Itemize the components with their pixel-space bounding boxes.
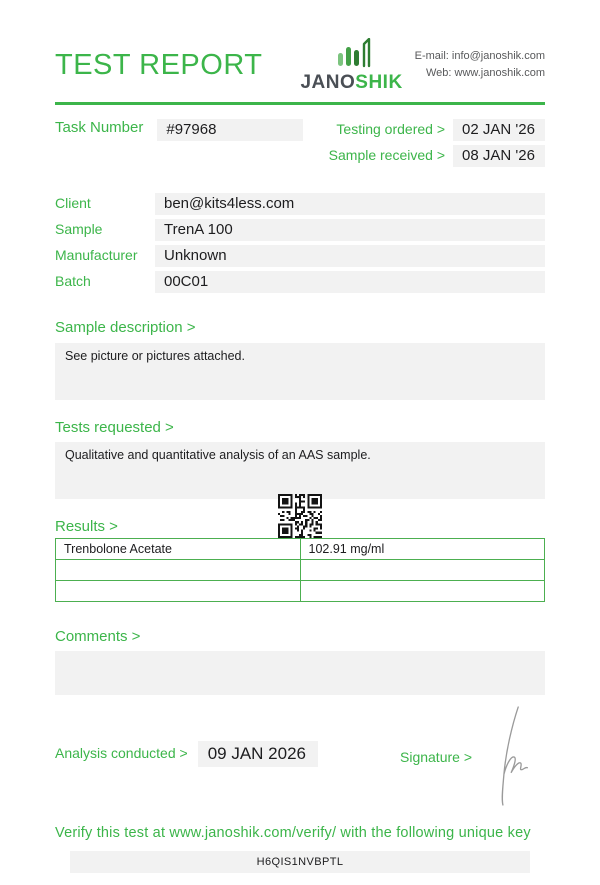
batch-label: Batch <box>55 273 91 289</box>
page-title: TEST REPORT <box>55 48 263 81</box>
testing-ordered-row <box>329 119 545 141</box>
result-value <box>300 560 545 581</box>
table-row <box>56 539 545 560</box>
results-header <box>55 511 545 537</box>
task-number-label: Task Number <box>55 119 144 136</box>
testing-ordered-label: Testing ordered > <box>336 121 445 137</box>
results-table <box>55 538 545 602</box>
comments-label: Comments > <box>55 628 141 645</box>
task-number-row <box>55 119 303 167</box>
signature-label: Signature > <box>400 749 472 765</box>
logo-text-dark: JANO <box>300 72 356 93</box>
manufacturer-label: Manufacturer <box>55 247 138 263</box>
client-label: Client <box>55 195 91 211</box>
client-value: ben@kits4less.com <box>155 193 545 215</box>
table-row <box>56 560 545 581</box>
analysis-conducted-label: Analysis conducted > <box>55 745 188 761</box>
manufacturer-value: Unknown <box>155 245 545 267</box>
comments-box <box>55 651 545 695</box>
header-divider <box>55 102 545 105</box>
contact-web: Web: www.janoshik.com <box>425 67 545 79</box>
contact-email: E-mail: info@janoshik.com <box>414 49 545 62</box>
sample-description-label: Sample description > <box>55 319 196 336</box>
sample-label: Sample <box>55 221 103 237</box>
sample-received-label: Sample received > <box>328 147 445 163</box>
manufacturer-row <box>55 245 545 267</box>
tests-requested-label: Tests requested > <box>55 419 174 436</box>
sample-value: TrenA 100 <box>155 219 545 241</box>
client-row <box>55 193 545 215</box>
logo-wordmark <box>300 73 402 92</box>
sample-row <box>55 219 545 241</box>
testing-ordered-value: 02 JAN '26 <box>453 119 545 141</box>
analysis-signature-row <box>55 741 545 767</box>
verify-text: Verify this test at www.janoshik.com/verify/ with the following unique key <box>55 825 531 841</box>
sample-description-box: See picture or pictures attached. <box>55 343 545 400</box>
dates-block <box>329 119 545 167</box>
qr-code <box>278 494 322 538</box>
result-value <box>300 581 545 602</box>
chart-bars-icon <box>331 38 373 73</box>
contact-info <box>415 48 545 82</box>
sample-received-row <box>329 145 545 167</box>
analysis-date-value: 09 JAN 2026 <box>198 741 318 767</box>
sample-received-value: 08 JAN '26 <box>453 145 545 167</box>
result-substance <box>56 560 301 581</box>
info-fields <box>55 193 545 293</box>
report-header <box>55 36 545 94</box>
result-value: 102.91 mg/ml <box>300 539 545 560</box>
result-substance: Trenbolone Acetate <box>56 539 301 560</box>
batch-row <box>55 271 545 293</box>
task-section <box>55 119 545 167</box>
logo-text-green: SHIK <box>355 72 403 93</box>
unique-key-value: H6QIS1NVBPTL <box>70 851 530 873</box>
table-row <box>56 581 545 602</box>
batch-value: 00C01 <box>155 271 545 293</box>
signature-scribble <box>487 705 529 807</box>
task-number-value: #97968 <box>157 119 303 141</box>
result-substance <box>56 581 301 602</box>
results-label: Results > <box>55 518 118 535</box>
tests-requested-box: Qualitative and quantitative analysis of an AAS sample. <box>55 442 545 499</box>
janoshik-logo <box>300 38 402 92</box>
